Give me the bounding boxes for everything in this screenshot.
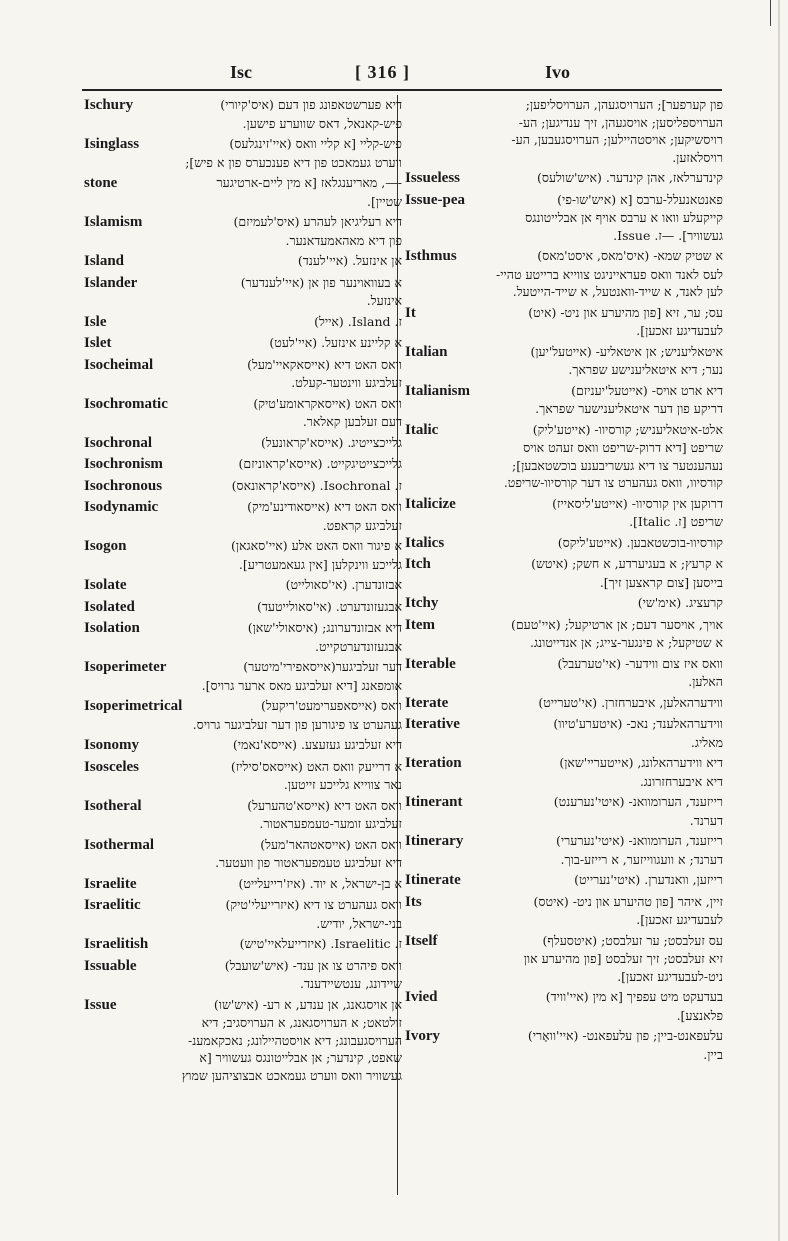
definition-text: דער זעלביגער(אייסאפירי'מיטער) bbox=[243, 659, 402, 674]
entry-first-line bbox=[405, 832, 723, 851]
dictionary-entry bbox=[405, 1027, 723, 1063]
definition-continuation: פיש-קאנאל, דאס שווערע פישען. bbox=[242, 115, 402, 131]
headword: Israelitic bbox=[84, 897, 141, 913]
definition-continuation: אבגעזונדערטקייט. bbox=[314, 638, 402, 654]
definition-continuation: קייקעלע וואו א ערבס אויף אן אבלייטונגס bbox=[525, 210, 723, 225]
definition-text: וואס האט (אייסאקראומע'טיק) bbox=[253, 395, 402, 411]
entry-first-line bbox=[84, 213, 402, 232]
definition-text: זיין, איהר [פון טהיערע און ניט- (איטס) bbox=[533, 893, 723, 909]
dictionary-entry bbox=[84, 836, 402, 872]
headword: Itinerary bbox=[405, 833, 464, 849]
headword: Italian bbox=[405, 343, 448, 360]
headword: Itinerate bbox=[405, 872, 461, 888]
definition-text: גלייכצייטיגקייט. (אייסא'קראוניזם) bbox=[238, 456, 402, 471]
headword: Italic bbox=[405, 421, 439, 438]
header-rule bbox=[82, 89, 722, 91]
entry-first-line bbox=[84, 576, 402, 595]
definition-continuation: נער; דיא איטאליענישע שפראך. bbox=[568, 362, 723, 377]
entry-first-line bbox=[84, 135, 402, 154]
headword: It bbox=[405, 304, 416, 321]
headword: Isle bbox=[84, 313, 107, 330]
definition-text: וואס האט (אייסאטהאר'מעל) bbox=[260, 836, 402, 852]
definition-text: א בן-ישראל, א יוד. (איז'רייעלייט) bbox=[238, 875, 402, 891]
definition-text: דיא ווידערהאלונג, (אייטעריי'שאן) bbox=[559, 755, 723, 770]
entry-first-line bbox=[84, 537, 402, 556]
definition-text: א קרעץ; א בעגיערדע, א חשק; (איטש) bbox=[531, 556, 723, 571]
definition-text: קרעציג. (אימ'שי) bbox=[637, 595, 723, 610]
dictionary-entry bbox=[84, 477, 402, 496]
headword: Issueless bbox=[405, 170, 461, 186]
headword: Islander bbox=[84, 274, 138, 291]
dictionary-entry bbox=[84, 957, 402, 993]
definition-text: דיא רעליגיאן לעהרע (איס'לעמיזם) bbox=[233, 214, 402, 229]
headword: Its bbox=[405, 893, 422, 910]
definition-continuation: לעבעדיגע זאכען]. bbox=[636, 323, 723, 338]
dictionary-entry bbox=[405, 96, 723, 166]
headword: Isochronal bbox=[84, 434, 153, 451]
definition-continuation: געשוויר]. —ז. Issue. bbox=[613, 227, 723, 243]
dictionary-entry bbox=[84, 598, 402, 617]
definition-text: דיא ארט אויס- (אייטעל'יעניזם) bbox=[571, 382, 723, 398]
headword: Isonomy bbox=[84, 737, 140, 753]
definition-text: וואס איז צום ווידער- (אי'טערעבל) bbox=[557, 655, 723, 671]
entry-first-line bbox=[84, 797, 402, 816]
dictionary-entry bbox=[84, 252, 402, 271]
definition-text: פון קערפער]; הערויסגעהן, הערויסליפען; bbox=[525, 97, 723, 112]
dictionary-entry bbox=[405, 754, 723, 790]
headword: Iterative bbox=[405, 716, 460, 732]
definition-text: דיא זעלביגע געזעצע. (אייסא'נאמי) bbox=[232, 737, 402, 752]
definition-text: עס; ער, זיא [פון מהיערע און ניט- (איט) bbox=[528, 304, 723, 320]
dictionary-entry bbox=[84, 875, 402, 894]
left-column bbox=[84, 96, 402, 1087]
headword: Itchy bbox=[405, 595, 439, 611]
header-right-guide-word: Ivo bbox=[544, 62, 570, 82]
dictionary-entry bbox=[84, 334, 402, 353]
dictionary-entry bbox=[405, 169, 723, 188]
dictionary-entry bbox=[84, 996, 402, 1085]
headword: Italicize bbox=[405, 495, 456, 512]
definition-text: וואס געהערט צו דיא (איזרייעלי'טיק) bbox=[225, 897, 402, 912]
entry-first-line bbox=[405, 715, 723, 734]
definition-text: פאנטאנעלל-ערבס [א (איש'שו-פי) bbox=[557, 191, 723, 207]
definition-continuation: געהערט צו פיגורען פון דער זעלביגער גרויס. bbox=[192, 716, 402, 732]
entry-first-line bbox=[84, 758, 402, 777]
definition-continuation: דעם זעלבען קאלאר. bbox=[302, 414, 402, 429]
headword: Isochromatic bbox=[84, 395, 168, 412]
definition-text: דרוקען אין קורסיוו- (אייטע'ליסאייז) bbox=[552, 495, 723, 511]
entry-first-line bbox=[405, 382, 723, 401]
definition-continuation: רויסלאזען. bbox=[672, 149, 723, 165]
dictionary-entry bbox=[84, 356, 402, 392]
headword: Isotheral bbox=[84, 797, 142, 814]
definition-text: בעדעקט מיט עפפיך [א מין (איי'וויד) bbox=[545, 989, 723, 1004]
definition-text: א שטיק שמא- (איס'מאס, איסט'מאס) bbox=[537, 248, 723, 263]
entry-first-line bbox=[84, 498, 402, 517]
entry-first-line bbox=[84, 96, 402, 115]
entry-first-line bbox=[405, 534, 723, 553]
definition-continuation: נעהענטער צו דיא געשריבענע בוכשטאבען]; bbox=[512, 457, 723, 473]
entry-first-line bbox=[405, 495, 723, 514]
headword: Issue bbox=[84, 996, 117, 1013]
dictionary-entry bbox=[84, 758, 402, 794]
definition-text: אויך, אויסער דעם; אן ארטיקעל; (איי'טעם) bbox=[510, 616, 723, 632]
definition-text: וואס האט דיא (אייסא'טהערעל) bbox=[247, 797, 402, 813]
headword: Itself bbox=[405, 932, 438, 949]
definition-continuation: שריפט [ז. Italic]. bbox=[629, 514, 723, 529]
entry-first-line bbox=[84, 598, 402, 617]
definition-text: פיש-קליי [א קליי וואס (איי'זינגלעס) bbox=[229, 136, 402, 151]
definition-text: רייזענד, הערומוואנ- (איטי'נערענט) bbox=[553, 794, 723, 809]
headword: Isocheimal bbox=[84, 356, 154, 373]
entry-first-line bbox=[405, 932, 723, 951]
dictionary-entry bbox=[405, 715, 723, 751]
entry-first-line bbox=[405, 893, 723, 912]
definition-text: ווידערהאלענד; נאכ- (איטערע'טיוו) bbox=[553, 716, 723, 731]
headword: Ischury bbox=[84, 97, 134, 113]
dictionary-entry bbox=[405, 616, 723, 652]
definition-continuation: ביין. bbox=[703, 1046, 723, 1062]
dictionary-entry bbox=[405, 247, 723, 301]
page-edge bbox=[778, 0, 780, 1241]
dictionary-entry bbox=[84, 797, 402, 833]
definition-text: אבגעזונדערט. (אי'סאולייטעד) bbox=[256, 598, 402, 614]
definition-text: וואס האט דיא (אייסאקאיי'מעל) bbox=[247, 356, 402, 372]
definition-continuation: זעלביגע זומער-טעמפעראטור. bbox=[259, 816, 402, 831]
entry-first-line bbox=[405, 247, 723, 266]
headword: Isoperimeter bbox=[84, 659, 167, 675]
headword: Issuable bbox=[84, 957, 137, 974]
definition-text: רייזענד, הערומוואנ- (איטי'נערערי) bbox=[555, 833, 723, 848]
definition-continuation: שיידונג, ענטשיידענד. bbox=[300, 976, 402, 991]
headword: Isogon bbox=[84, 538, 127, 554]
running-header bbox=[230, 62, 570, 86]
definition-continuation: זעלביגע קראפט. bbox=[322, 517, 402, 533]
headword: Islet bbox=[84, 335, 112, 351]
definition-continuation: זיא זעלבסט; זיך זעלבסט [פון מהיערע און bbox=[523, 951, 723, 966]
headword: Isodynamic bbox=[84, 499, 159, 515]
right-column bbox=[405, 96, 723, 1066]
dictionary-entry bbox=[84, 619, 402, 655]
entry-first-line bbox=[84, 395, 402, 414]
headword: Isothermal bbox=[84, 836, 154, 853]
definition-text: -—, מאריענגלאז [א מין ליים-ארטיגער bbox=[216, 175, 402, 190]
definition-text: אן אינזעל. (איי'לענד) bbox=[297, 253, 402, 268]
headword: Isthmus bbox=[405, 248, 457, 264]
definition-text: ז. Island. (אייל) bbox=[314, 313, 402, 329]
definition-text: דיא פערשטאפונג פון דעם (איס'קיורי) bbox=[220, 97, 402, 112]
entry-first-line bbox=[405, 191, 723, 210]
headword: Itinerant bbox=[405, 794, 463, 810]
definition-continuation: לען לאנד, א שייד-וואנטעל, א שייד-הייטעל. bbox=[512, 284, 723, 299]
headword: Iteration bbox=[405, 755, 462, 771]
definition-continuation: שריפט [דיא דרוק-שריפט וואס זעהט אויס bbox=[523, 440, 723, 455]
entry-first-line bbox=[405, 694, 723, 713]
definition-text: אן אויסגאנג, אן ענדע, א רע- (איש'שו) bbox=[213, 996, 402, 1012]
headword: Itch bbox=[405, 556, 431, 572]
definition-continuation: דיא איבערחזרונג. bbox=[639, 773, 723, 789]
headword: Ivied bbox=[405, 989, 438, 1005]
entry-first-line bbox=[405, 871, 723, 890]
dictionary-entry bbox=[405, 793, 723, 829]
entry-first-line bbox=[84, 356, 402, 375]
entry-first-line bbox=[84, 658, 402, 677]
headword: Islamism bbox=[84, 214, 143, 230]
definition-continuation: א שטיקעל; א פינגער-צייג; אן אנדייטונג. bbox=[530, 635, 723, 650]
definition-continuation: פון דיא מאהאמעדאנער. bbox=[285, 232, 402, 248]
dictionary-entry bbox=[84, 697, 402, 733]
definition-text: קורסיוו-בוכשטאבען. (אייטע'ליקס) bbox=[557, 534, 723, 550]
definition-continuation: רויסשיקען; אויסטהיילען; הערויסגעבען, הע- bbox=[511, 132, 723, 147]
entry-first-line bbox=[84, 274, 402, 293]
headword: Isinglass bbox=[84, 136, 140, 152]
dictionary-entry bbox=[405, 932, 723, 986]
dictionary-entry bbox=[405, 555, 723, 591]
definition-text: ז. Isochronal. (אייסא'קראונאס) bbox=[231, 477, 402, 493]
entry-first-line bbox=[405, 754, 723, 773]
entry-first-line bbox=[405, 96, 723, 114]
definition-continuation: דערנד. bbox=[689, 812, 723, 828]
entry-first-line bbox=[84, 334, 402, 353]
dictionary-entry bbox=[405, 382, 723, 418]
headword: Israelite bbox=[84, 875, 137, 892]
headword: Item bbox=[405, 616, 435, 633]
entry-first-line bbox=[84, 736, 402, 755]
dictionary-entry bbox=[405, 594, 723, 613]
definition-continuation: פלאנצע]. bbox=[676, 1007, 723, 1023]
dictionary-entry bbox=[405, 343, 723, 379]
headword: Ivory bbox=[405, 1028, 440, 1044]
definition-continuation: בני-ישראל, יודיש. bbox=[316, 915, 402, 931]
dictionary-entry bbox=[84, 658, 402, 694]
entry-first-line bbox=[405, 594, 723, 613]
entry-first-line bbox=[84, 313, 402, 332]
dictionary-entry bbox=[84, 174, 402, 210]
definition-text: עלעפאנט-ביין; פון עלעפאנט- (איי'וואָרי) bbox=[527, 1028, 723, 1043]
dictionary-entry bbox=[405, 893, 723, 929]
definition-text: עס זעלבסט; ער זעלבסט; (איטסעלף) bbox=[542, 932, 723, 948]
entry-first-line bbox=[405, 555, 723, 574]
dictionary-entry bbox=[84, 313, 402, 332]
definition-continuation: לעבעדיגע זאכען]. bbox=[636, 912, 723, 927]
dictionary-entry bbox=[84, 498, 402, 534]
definition-text: וואס פיהרט צו אן ענד- (איש'שועבל) bbox=[224, 957, 402, 973]
definition-continuation: שטיין]. bbox=[367, 193, 402, 209]
header-left-guide-word: Isc bbox=[230, 62, 252, 82]
definition-continuation: ניט-לעבעדיגע זאכען]. bbox=[617, 968, 723, 984]
dictionary-entry bbox=[405, 655, 723, 691]
definition-continuation: מאליג. bbox=[690, 734, 723, 750]
entry-first-line bbox=[84, 455, 402, 474]
definition-continuation: הערויסגעבונג; דיא אויסטהיילונג; נאכקאמענ- bbox=[188, 1032, 402, 1048]
headword: Iterable bbox=[405, 655, 456, 672]
dictionary-entry bbox=[84, 537, 402, 573]
dictionary-entry bbox=[84, 395, 402, 431]
definition-text: וואס (אייסאפערימעט'ריקעל) bbox=[261, 698, 402, 713]
definition-continuation: אינזעל. bbox=[366, 293, 402, 308]
entry-first-line bbox=[84, 174, 402, 193]
crop-mark bbox=[770, 0, 771, 26]
entry-first-line bbox=[405, 616, 723, 635]
definition-continuation: אומפאנג [דיא זעלביגע מאס ארער גרויס]. bbox=[201, 677, 402, 693]
entry-first-line bbox=[405, 169, 723, 188]
definition-text: ז. Israelitic. (איזרייעלאיי'טיש) bbox=[239, 936, 402, 951]
headword: Isolated bbox=[84, 598, 135, 615]
definition-continuation: זולטאט; א הערויסגאנג, א הערויסגיב; דיא bbox=[201, 1015, 402, 1030]
dictionary-entry bbox=[84, 434, 402, 453]
entry-first-line bbox=[84, 619, 402, 638]
definition-text: א בעוואוינער פון אן (איי'לענדער) bbox=[240, 274, 402, 290]
entry-first-line bbox=[405, 421, 723, 440]
definition-continuation: בייסען [צום קראצען זיך]. bbox=[599, 574, 723, 590]
definition-continuation: לעס לאנד וואס פעראייניגט צווייא ברייטע טהיי- bbox=[495, 266, 723, 282]
dictionary-entry bbox=[84, 274, 402, 310]
headword: Isoperimetrical bbox=[84, 698, 183, 714]
headword: Italianism bbox=[405, 382, 471, 399]
entry-first-line bbox=[84, 875, 402, 894]
definition-continuation: האלען. bbox=[688, 674, 723, 689]
entry-first-line bbox=[84, 957, 402, 976]
definition-text: קינדערלאז, אהן קינדער. (איש'שולעס) bbox=[537, 170, 723, 185]
definition-continuation: גלייכע ווינקלען [אין געאמעטריע]. bbox=[238, 556, 402, 572]
dictionary-entry bbox=[84, 896, 402, 932]
definition-text: אבזונדערן. (אי'סאולייט) bbox=[285, 577, 402, 592]
headword: Iterate bbox=[405, 694, 449, 711]
definition-text: א דרייעק וואס האט (אייסאס'סיליז) bbox=[230, 758, 402, 774]
definition-text: א פיגור וואס האט אלע (איי'סאגאן) bbox=[230, 538, 402, 553]
definition-continuation: זעלביגע ווינטער-קעלט. bbox=[291, 375, 402, 390]
definition-text: וואס האט דיא (אייסאודינע'מיק) bbox=[247, 499, 402, 514]
headword: stone bbox=[84, 175, 118, 191]
entry-first-line bbox=[84, 697, 402, 716]
headword: Isochronism bbox=[84, 456, 163, 472]
dictionary-entry bbox=[405, 421, 723, 492]
headword: Island bbox=[84, 253, 125, 269]
dictionary-entry bbox=[84, 135, 402, 171]
page-number: [ 316 ] bbox=[355, 62, 410, 82]
definition-continuation: ווערט געמאכט פון דיא פענכערס פון א פיש]; bbox=[185, 154, 402, 170]
entry-first-line bbox=[405, 343, 723, 362]
definition-continuation: געשוויר וואס ווערט געמאכט אבצוציהען שמוץ bbox=[181, 1067, 402, 1083]
definition-continuation: דיא זעלביגע טעמפעראטור פון וועטער. bbox=[215, 855, 402, 870]
definition-text: א קליינע אינזעל. (איי'לעט) bbox=[269, 335, 402, 350]
entry-first-line bbox=[84, 836, 402, 855]
dictionary-entry bbox=[84, 576, 402, 595]
definition-text: אלט-איטאליעניש; קורסיוו- (אייטע'ליק) bbox=[532, 421, 723, 437]
definition-continuation: שאפט, קינדער; אן אבלייטונגס געשוויר [א bbox=[199, 1050, 402, 1065]
dictionary-entry bbox=[84, 736, 402, 755]
dictionary-entry bbox=[84, 455, 402, 474]
entry-first-line bbox=[84, 434, 402, 453]
entry-first-line bbox=[84, 896, 402, 915]
dictionary-entry bbox=[405, 694, 723, 713]
entry-first-line bbox=[405, 1027, 723, 1046]
entry-first-line bbox=[84, 935, 402, 954]
dictionary-entry bbox=[405, 988, 723, 1024]
definition-text: רייזען, וואנדערן. (איטי'נערייט) bbox=[574, 872, 723, 887]
dictionary-entry bbox=[84, 96, 402, 132]
entry-first-line bbox=[405, 988, 723, 1007]
entry-first-line bbox=[405, 304, 723, 323]
entry-first-line bbox=[84, 252, 402, 271]
entry-first-line bbox=[84, 996, 402, 1015]
headword: Issue-pea bbox=[405, 191, 466, 208]
headword: Israelitish bbox=[84, 936, 149, 952]
headword: Isosceles bbox=[84, 758, 139, 775]
definition-text: גלייכצייטיג. (אייסא'קראונעל) bbox=[260, 434, 402, 450]
headword: Italics bbox=[405, 534, 445, 551]
headword: Isolate bbox=[84, 577, 127, 593]
definition-continuation: דריקע פון דער איטאליענישער שפראך. bbox=[535, 401, 723, 416]
entry-first-line bbox=[84, 477, 402, 496]
dictionary-entry bbox=[405, 534, 723, 553]
headword: Isolation bbox=[84, 620, 140, 636]
definition-text: ווידערהאלען, איבערחזרן. (אי'טערייט) bbox=[538, 694, 723, 710]
definition-continuation: הערויספליסען; אויסגעהן, זיך ענדיגען; הע- bbox=[518, 114, 723, 130]
definition-continuation: דערנד; א וועגווייזער, א רייזע-בוך. bbox=[560, 851, 723, 867]
dictionary-entry bbox=[405, 191, 723, 245]
dictionary-entry bbox=[405, 495, 723, 531]
dictionary-entry bbox=[405, 304, 723, 340]
definition-text: דיא אבזונדערונג; (איסאולי'שאן) bbox=[247, 620, 402, 635]
headword: Isochronous bbox=[84, 477, 163, 494]
definition-continuation: קורסיוו, וואס געהערט צו דער קורסיוו-שריפט. bbox=[503, 475, 723, 490]
entry-first-line bbox=[405, 793, 723, 812]
definition-text: איטאליעניש; אן איטאליע- (אייטעל'יען) bbox=[530, 343, 723, 359]
definition-continuation: נאר צווייא גלייכע זייטען. bbox=[283, 777, 402, 792]
dictionary-entry bbox=[405, 871, 723, 890]
dictionary-entry bbox=[84, 213, 402, 249]
dictionary-entry bbox=[84, 935, 402, 954]
dictionary-entry bbox=[405, 832, 723, 868]
entry-first-line bbox=[405, 655, 723, 674]
